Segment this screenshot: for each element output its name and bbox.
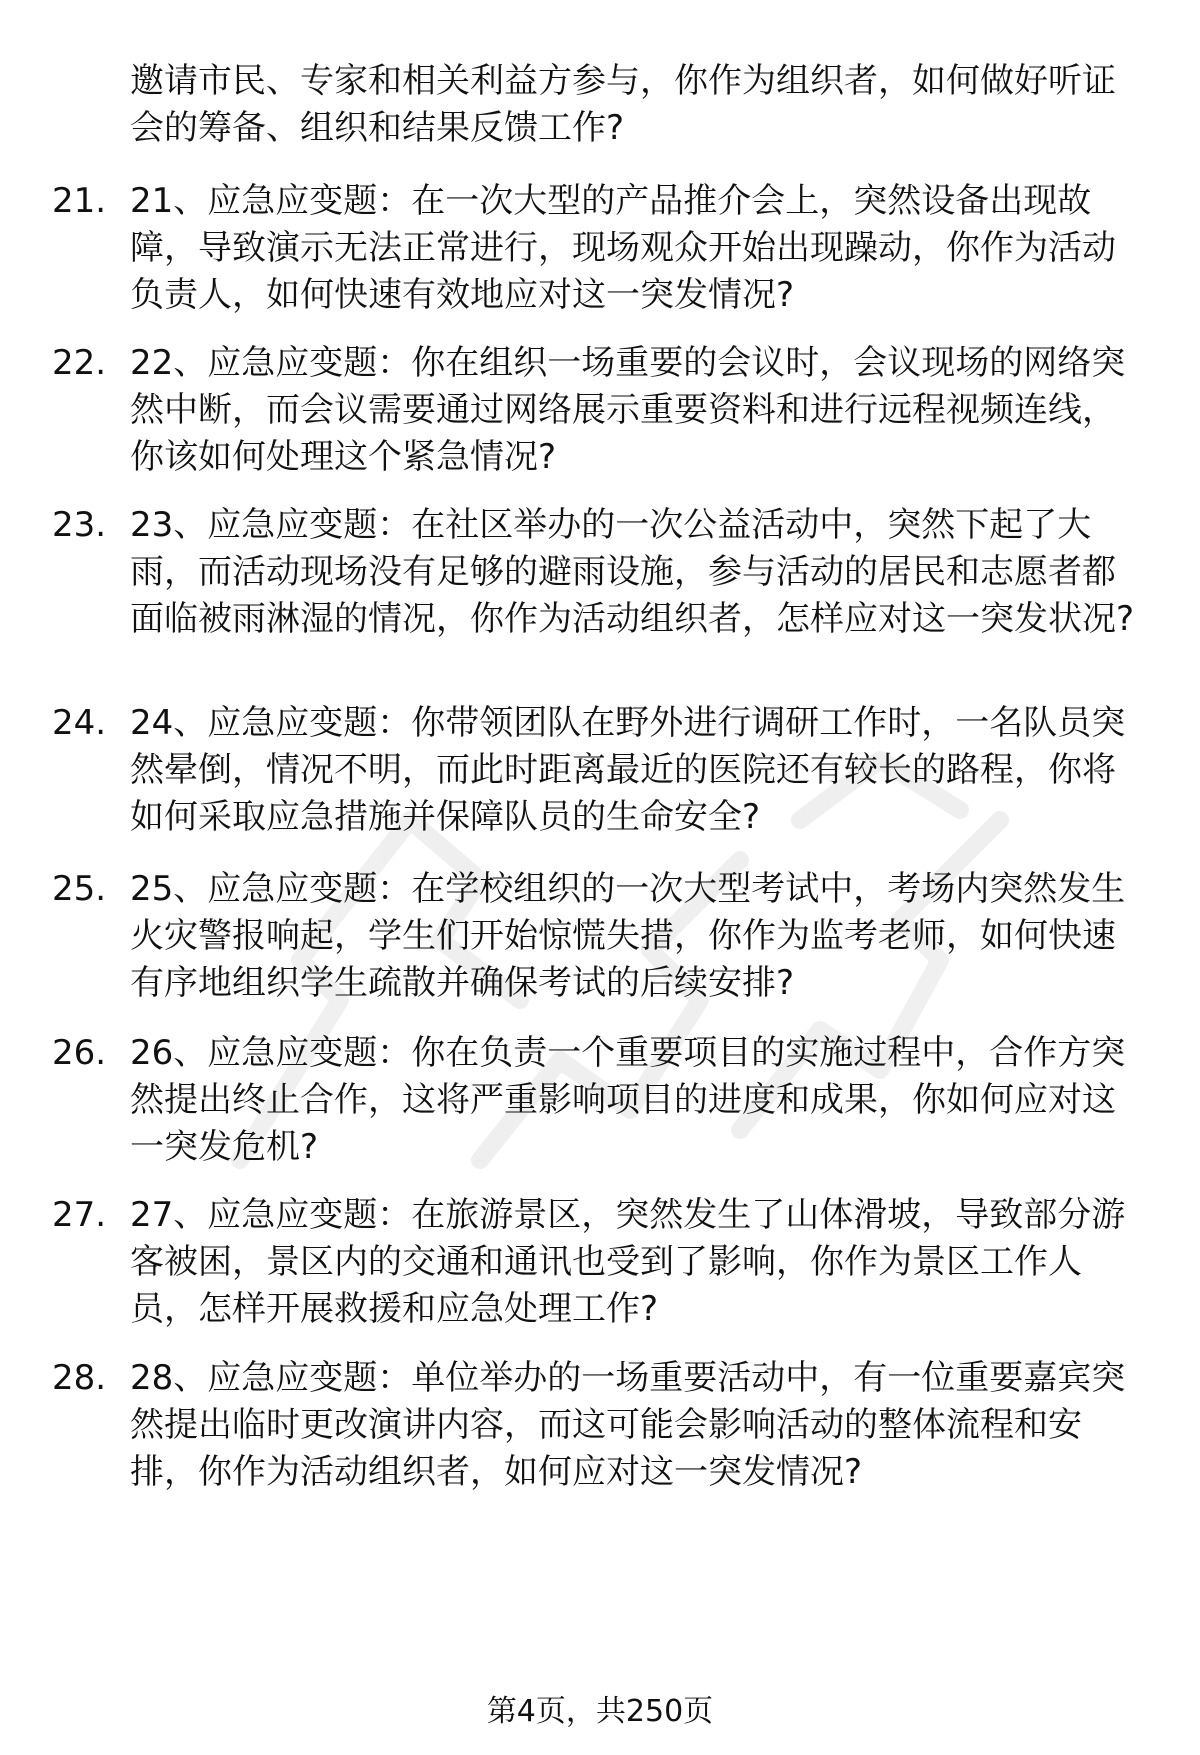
question-number: 24.	[52, 703, 107, 743]
question-text: 25、应急应变题：在学校组织的一次大型考试中，考场内突然发生火灾警报响起，学生们开始惊慌失措，你作为监考老师，如何快速有序地组织学生疏散并确保考试的后续安排?	[130, 869, 1126, 1003]
question-text: 27、应急应变题：在旅游景区，突然发生了山体滑坡，导致部分游客被困，景区内的交通和通讯也受到了影响，你作为景区工作人员，怎样开展救援和应急处理工作?	[130, 1195, 1126, 1329]
question-number: 23.	[52, 505, 107, 545]
question-text: 23、应急应变题：在社区举办的一次公益活动中，突然下起了大雨，而活动现场没有足够的避雨设施，参与活动的居民和志愿者都面临被雨淋湿的情况，你作为活动组织者，怎样应对这一突发状况?	[130, 505, 1135, 639]
question-text: 28、应急应变题：单位举办的一场重要活动中，有一位重要嘉宾突然提出临时更改演讲内容，而这可能会影响活动的整体流程和安排，你作为活动组织者，如何应对这一突发情况?	[130, 1358, 1126, 1492]
question-number: 25.	[52, 869, 107, 909]
page-footer: 第4页，共250页	[486, 1694, 714, 1729]
question-text: 21、应急应变题：在一次大型的产品推介会上，突然设备出现故障，导致演示无法正常进行，现场观众开始出现躁动，你作为活动负责人，如何快速有效地应对这一突发情况?	[130, 181, 1116, 315]
question-number: 28.	[52, 1358, 107, 1398]
continuation-paragraph: 邀请市民、专家和相关利益方参与，你作为组织者，如何做好听证会的筹备、组织和结果反馈工作?	[130, 61, 1116, 148]
question-number: 21.	[52, 181, 107, 221]
question-number: 27.	[52, 1195, 107, 1235]
question-number: 26.	[52, 1033, 107, 1073]
question-text: 26、应急应变题：你在负责一个重要项目的实施过程中，合作方突然提出终止合作，这将严重影响项目的进度和成果，你如何应对这一突发危机?	[130, 1033, 1126, 1167]
question-text: 22、应急应变题：你在组织一场重要的会议时，会议现场的网络突然中断，而会议需要通过网络展示重要资料和进行远程视频连线，你该如何处理这个紧急情况?	[130, 343, 1126, 477]
question-number: 22.	[52, 343, 107, 383]
question-text: 24、应急应变题：你带领团队在野外进行调研工作时，一名队员突然晕倒，情况不明，而此时距离最近的医院还有较长的路程，你将如何采取应急措施并保障队员的生命安全?	[130, 703, 1126, 837]
